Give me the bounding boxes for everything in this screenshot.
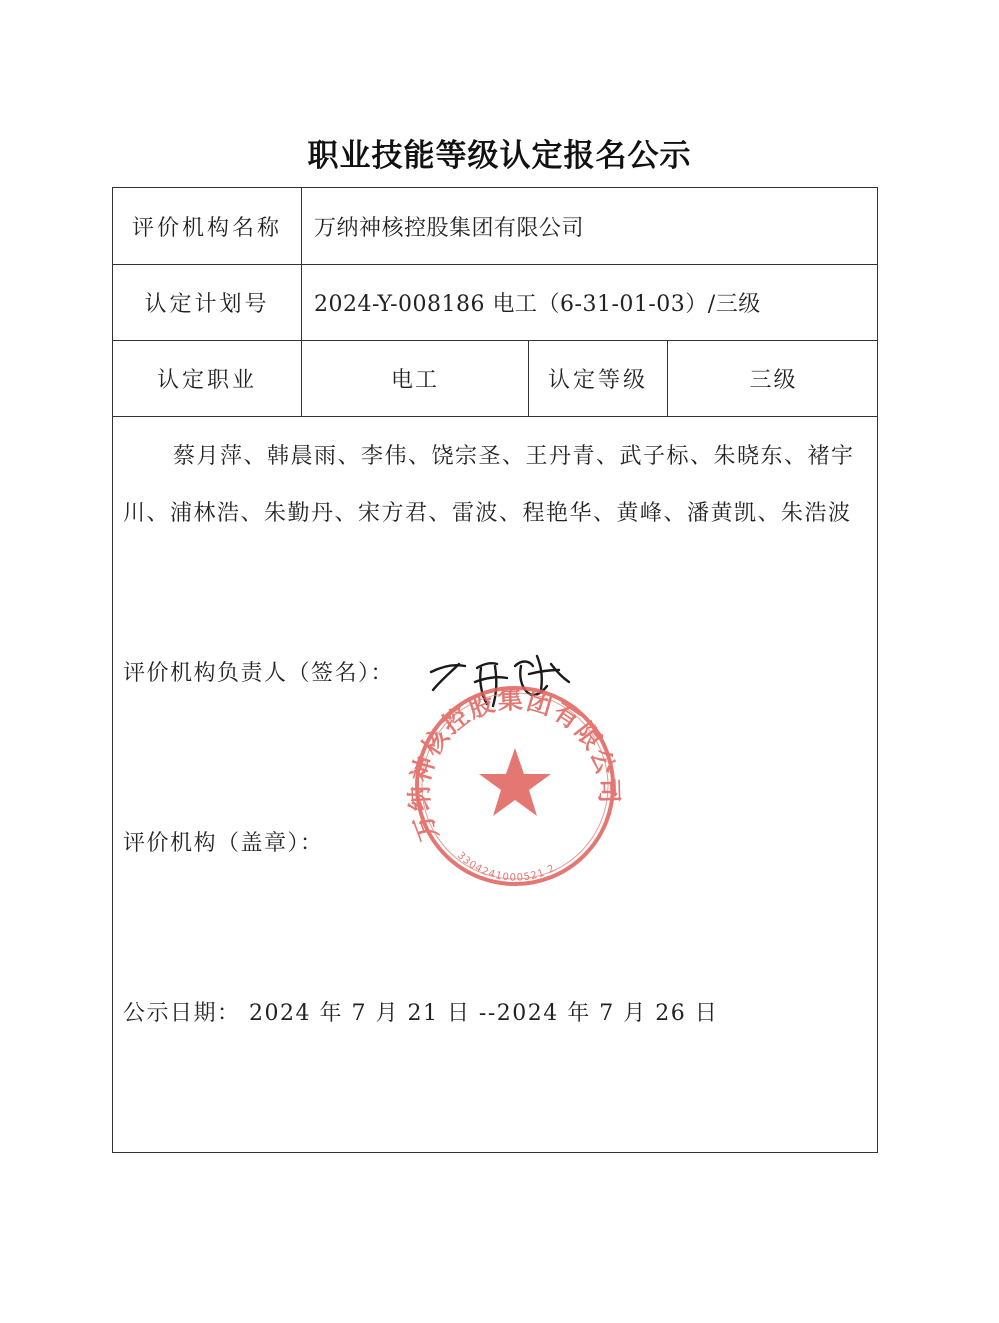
signature-label: 评价机构负责人（签名）： <box>123 661 395 686</box>
seal-label: 评价机构（盖章）： <box>123 831 324 856</box>
level-value: 三级 <box>749 368 798 393</box>
applicant-list: 蔡月萍、韩晨雨、李伟、饶宗圣、王丹青、武子标、朱晓东、褚宇川、浦林浩、朱勤丹、宋方君、雷波、程艳华、黄峰、潘黄凯、朱浩波 <box>123 444 855 526</box>
level-label: 认定等级 <box>529 341 668 416</box>
plan-value: 2024-Y-008186 电工（6-31-01-03）/三级 <box>314 292 761 317</box>
seal-code: 3304241000521 2 <box>454 850 558 884</box>
occupation-label: 认定职业 <box>113 341 302 416</box>
form-table <box>112 187 878 1153</box>
svg-text:3304241000521 2 <box>455 850 558 884</box>
company-seal <box>399 686 631 896</box>
announcement-date: 公示日期： 2024 年 7 月 21 日 --2024 年 7 月 26 日 <box>123 1001 719 1026</box>
page-title: 职业技能等级认定报名公示 <box>307 138 692 174</box>
plan-label: 认定计划号 <box>113 265 302 340</box>
occupation-value: 电工 <box>302 341 529 416</box>
org-row <box>113 188 877 265</box>
org-value: 万纳神核控股集团有限公司 <box>314 215 585 241</box>
org-label: 评价机构名称 <box>113 188 302 264</box>
plan-row <box>113 265 877 341</box>
occupation-row <box>113 341 877 417</box>
seal-text: 万纳神核控股集团有限公司 <box>404 686 624 845</box>
